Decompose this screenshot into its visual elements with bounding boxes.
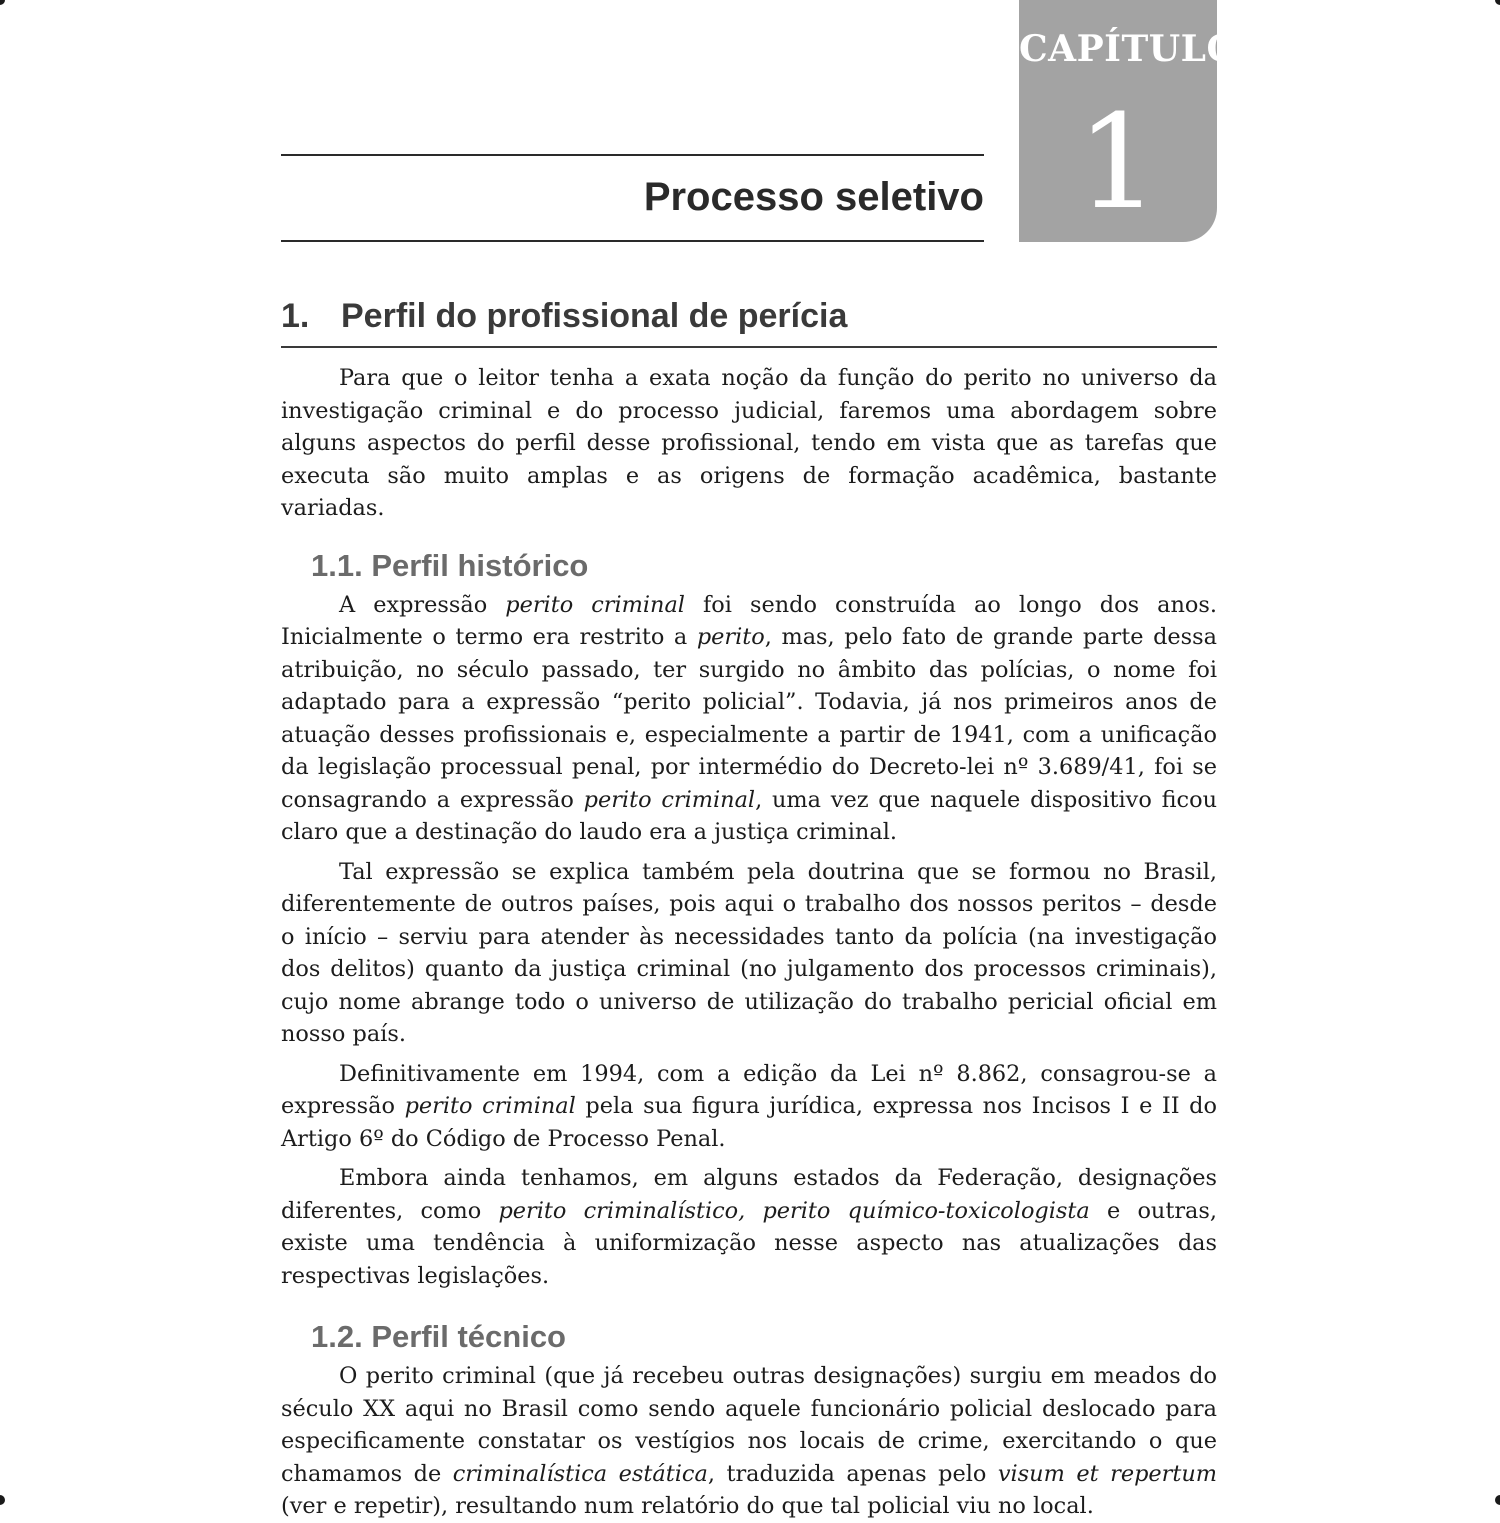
italic-term: visum et repertum bbox=[997, 1460, 1218, 1487]
italic-term: perito criminal bbox=[404, 1093, 576, 1119]
section-heading bbox=[281, 294, 1217, 348]
paragraph-historico-4 bbox=[281, 1162, 1217, 1292]
italic-term: perito bbox=[696, 624, 765, 650]
italic-term: perito criminalístico, perito químico-toxicologista bbox=[498, 1197, 1090, 1224]
italic-term: criminalística estática bbox=[452, 1460, 708, 1487]
text-run: e outras, existe uma tendência à uniformização nesse aspecto nas atualizações das respectivas legislações. bbox=[281, 1197, 1218, 1289]
chapter-label: CAPÍTULO bbox=[1019, 28, 1239, 70]
italic-term: perito criminal bbox=[505, 591, 685, 618]
text-run: , traduzida apenas pelo bbox=[707, 1460, 998, 1487]
text-run: (ver e repetir), resultando num relatório do que tal policial viu no local. bbox=[281, 1493, 1094, 1519]
text-run: pela sua figura jurídica, expressa nos Incisos I e II do Artigo 6º do Código de Processo Penal. bbox=[281, 1093, 1217, 1152]
page-corner-mark bbox=[1495, 0, 1500, 5]
chapter-number: 1 bbox=[1076, 86, 1160, 238]
text-run: , uma vez que naquele dispositivo ficou claro que a destinação do laudo era a justiça criminal. bbox=[281, 786, 1217, 845]
title-rule-top bbox=[281, 154, 984, 156]
text-run: A expressão bbox=[339, 591, 506, 618]
section-title: Perfil do profissional de perícia bbox=[341, 297, 848, 335]
title-rule-bottom bbox=[281, 240, 984, 242]
text-run: Definitivamente em 1994, com a edição da Lei nº 8.862, consagrou-se a expressão bbox=[281, 1060, 1217, 1119]
text-run: foi sendo construída ao longo dos anos. Inicialmente o termo era restrito a bbox=[281, 591, 1217, 650]
paragraph-historico-3 bbox=[281, 1058, 1217, 1156]
paragraph-historico-1 bbox=[281, 589, 1217, 849]
paragraph-historico-2: Tal expressão se explica também pela doutrina que se formou no Brasil, diferentemente de outros países, pois aqui o trabalho dos nossos peritos – desde o início – serviu para atender às necessidades tanto da polícia (na investigação dos delitos) quanto da justiça criminal (no julgamento dos processos criminais), cujo nome abrange todo o universo de utilização do trabalho pericial oficial em nosso país. bbox=[281, 858, 1217, 1047]
text-run: , mas, pelo fato de grande parte dessa atribuição, no século passado, ter surgido no âmbito das polícias, o nome foi adaptado para a expressão “perito policial”. Todavia, já nos primeiros anos de atuação desses profissionais e, especialmente a partir de 1941, com a unificação da legislação processual penal, por intermédio do Decreto-lei nº 3.689/41, foi se consagrando a expressão bbox=[281, 624, 1217, 813]
page-corner-mark bbox=[0, 0, 5, 5]
section-intro-paragraph: Para que o leitor tenha a exata noção da função do perito no universo da investigação criminal e do processo judicial, faremos uma abordagem sobre alguns aspectos do perfil desse profissional, tendo em vista que as tarefas que executa são muito amplas e as origens de formação acadêmica, bastante variadas. bbox=[281, 365, 1217, 521]
section-number: 1. bbox=[281, 297, 310, 335]
page-body bbox=[281, 294, 1217, 1523]
page-corner-mark bbox=[0, 1495, 5, 1505]
page-corner-mark bbox=[1495, 1495, 1500, 1505]
subsection-heading-tecnico: 1.2. Perfil técnico bbox=[311, 1319, 566, 1354]
chapter-title: Processo seletivo bbox=[643, 175, 984, 219]
text-run: O perito criminal (que já recebeu outras designações) surgiu em meados do século XX aqui no Brasil como sendo aquele funcionário policial deslocado para especificamente constatar os vestígios nos locais de crime, exercitando o que chamamos de bbox=[281, 1363, 1217, 1487]
subsection-heading-historico: 1.1. Perfil histórico bbox=[311, 547, 589, 583]
italic-term: perito criminal bbox=[583, 786, 756, 813]
paragraph-tecnico-1 bbox=[281, 1360, 1217, 1523]
text-run: Embora ainda tenhamos, em alguns estados da Federação, designações diferentes, como bbox=[281, 1165, 1217, 1224]
chapter-tab bbox=[1019, 0, 1239, 242]
